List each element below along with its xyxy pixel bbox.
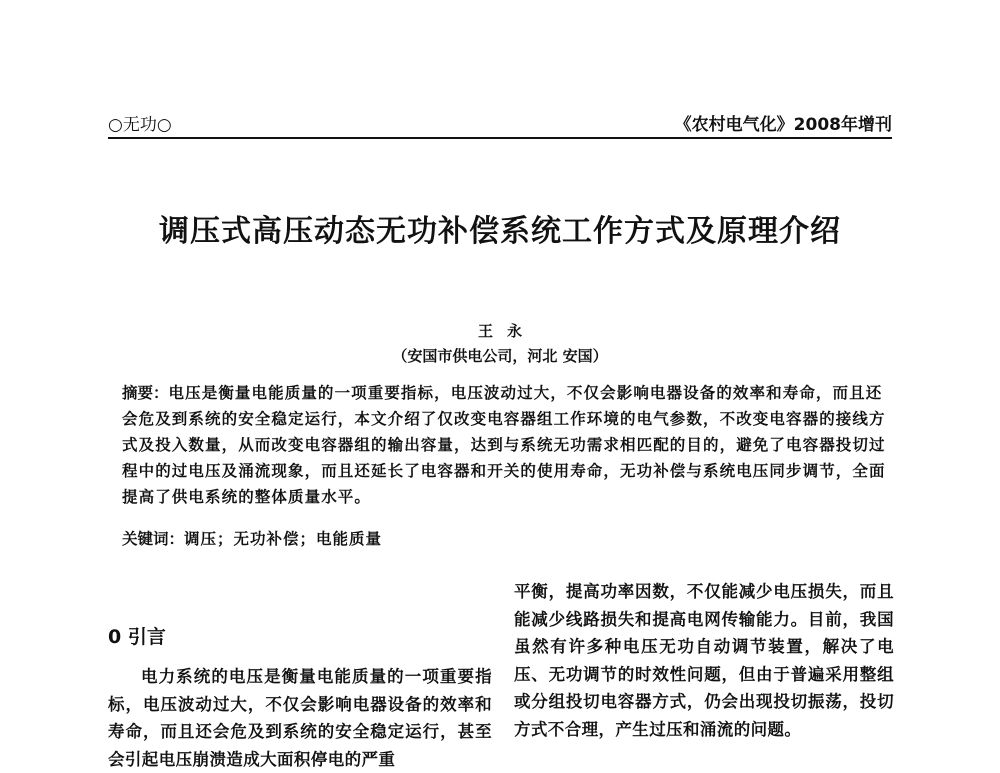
keywords-text: 调压；无功补偿；电能质量 — [184, 529, 383, 548]
paper-title: 调压式高压动态无功补偿系统工作方式及原理介绍 — [159, 214, 841, 249]
author-name: 王永 — [477, 322, 536, 340]
running-header-section: ○无功○ — [108, 115, 172, 135]
section-heading: 0 引言 — [108, 626, 166, 648]
keywords-label: 关键词： — [122, 530, 185, 548]
abstract-text: 电压是衡量电能质量的一项重要指标，电压波动过大，不仅会影响电器设备的效率和寿命，而且还会危及到系统的安全稳定运行，本文介绍了仅改变电容器组工作环境的电气参数，不改变电容器的接线方式及投入数量，从而改变电容器组的输出容量，达到与系统无功需求相匹配的目的，避免了电容器投切过程中的过电压及涌流现象，而且还延长了电容器和开关的使用寿命，无功补偿与系统电压同步调节，全面提高了供电系统的整体质量水平。 — [122, 383, 886, 506]
header-rule — [108, 137, 892, 139]
abstract — [122, 380, 888, 510]
author-affiliation: （安国市供电公司，河北 安国） — [392, 347, 608, 365]
keywords — [122, 527, 888, 549]
abstract-label: 摘要： — [122, 384, 169, 402]
running-header-journal: 《农村电气化》2008年增刊 — [674, 115, 892, 135]
body-column-left: 电力系统的电压是衡量电能质量的一项重要指标，电压波动过大，不仅会影响电器设备的效率和寿命，而且还会危及到系统的安全稳定运行，甚至会引起电压崩溃造成大面积停电的严重 — [108, 667, 492, 769]
body-column-right: 平衡，提高功率因数，不仅能减少电压损失，而且能减少线路损失和提高电网传输能力。目前，我国虽然有许多种电压无功自动调节装置，解决了电压、无功调节的时效性问题，但由于普遍采用整组或分组投切电容器方式，仍会出现投切振荡，投切方式不合理，产生过压和涌流的问题。 — [514, 582, 894, 739]
